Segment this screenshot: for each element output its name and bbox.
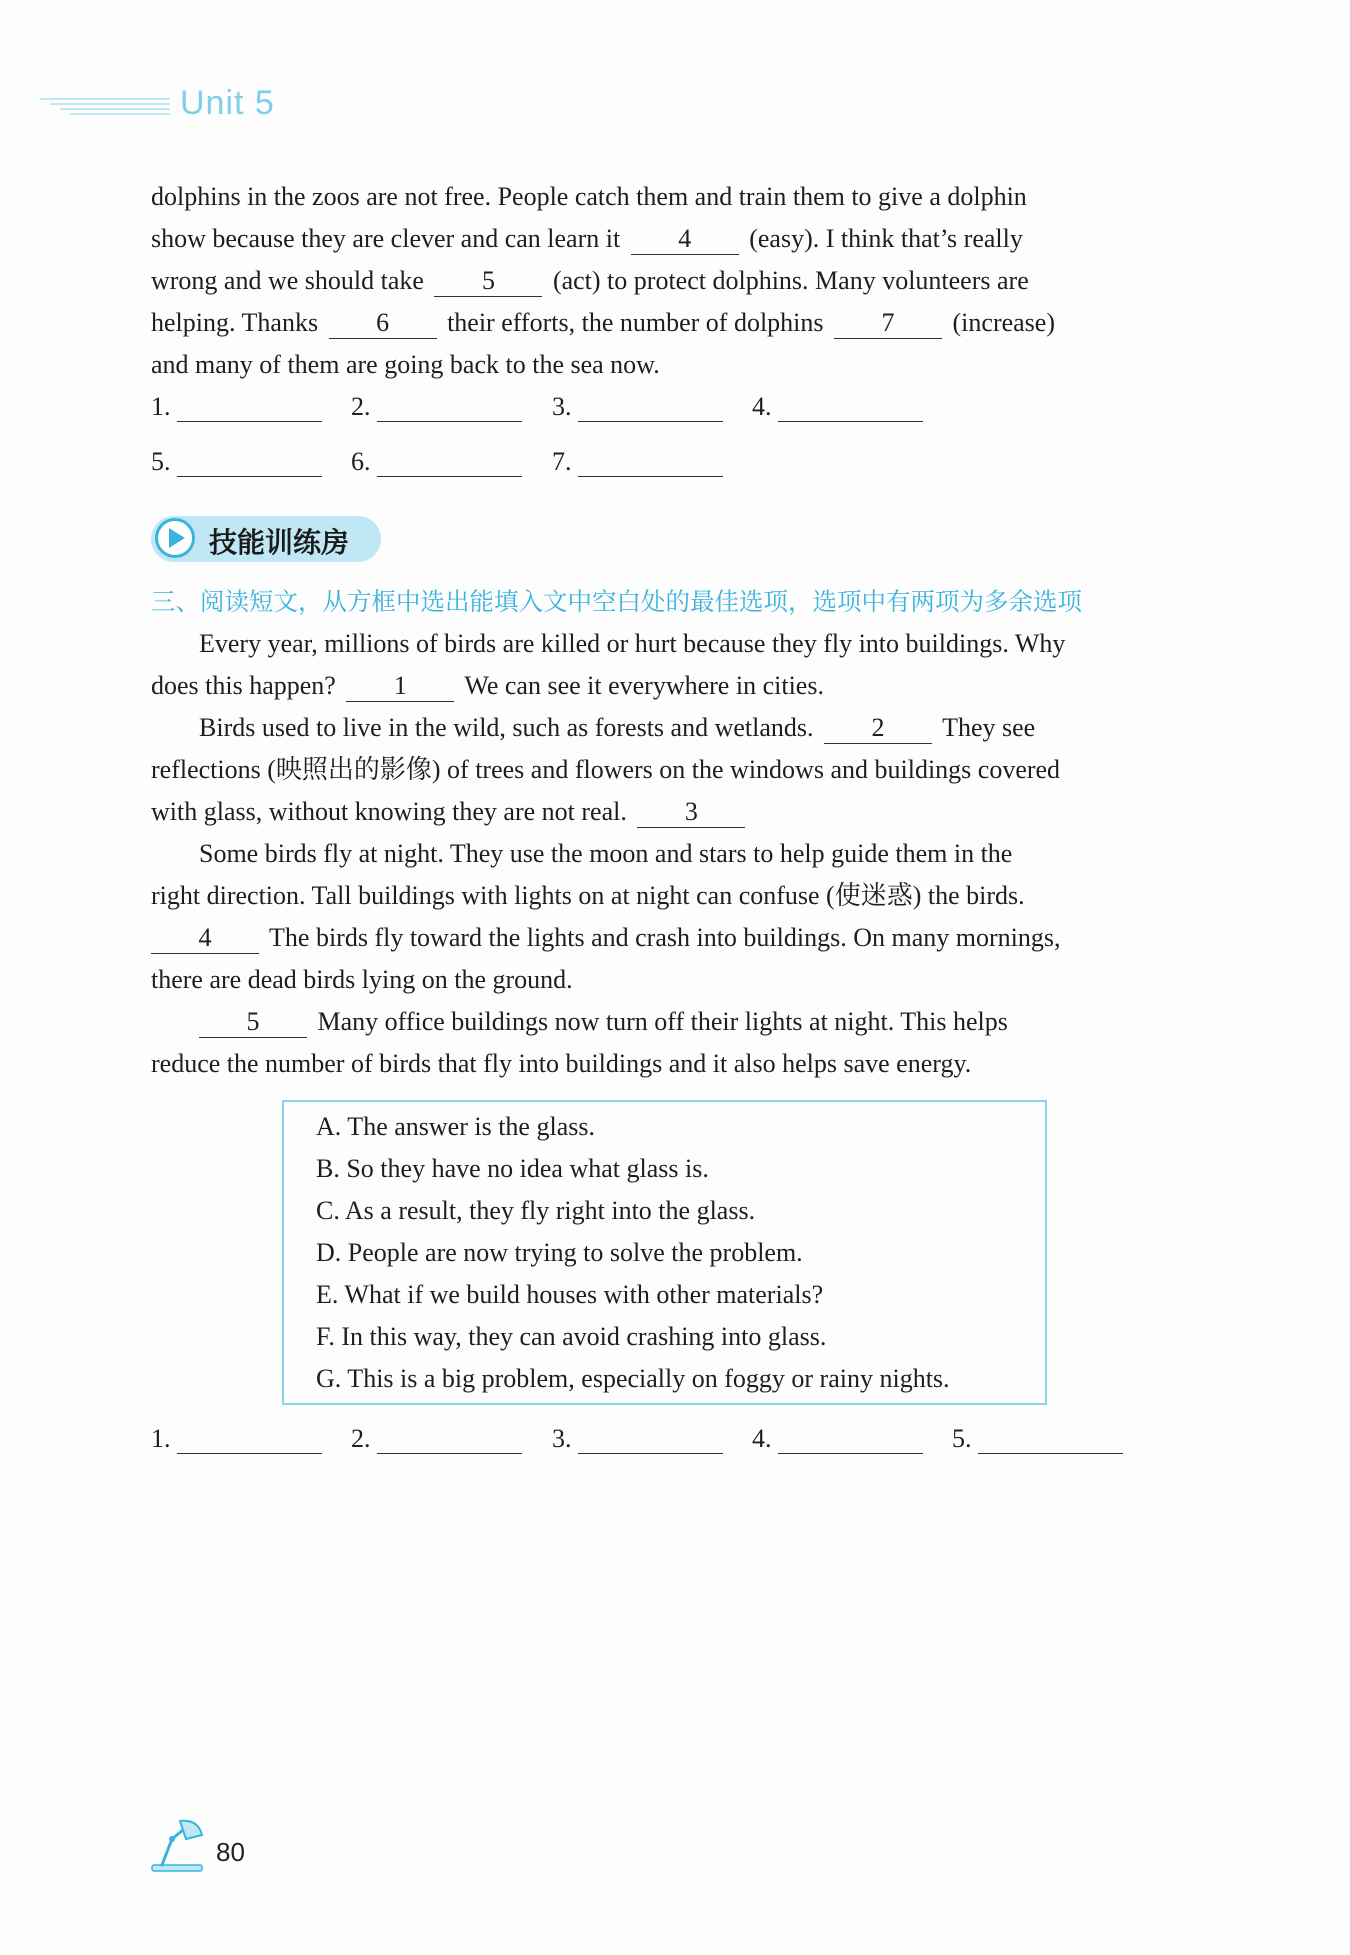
answer-item[interactable]: 5. (952, 1424, 1123, 1454)
section-title: 技能训练房 (209, 526, 350, 559)
passage-line: does this happen? 1 We can see it everywhere in cities. (151, 671, 824, 700)
options-box (282, 1100, 1047, 1405)
passage-line: there are dead birds lying on the ground. (151, 965, 573, 994)
answer-item[interactable]: 2. (351, 1424, 522, 1454)
passage-line: and many of them are going back to the sea now. (151, 350, 660, 379)
passage-line: with glass, without knowing they are not real. 3 (151, 795, 749, 829)
passage-line: reflections (映照出的影像) of trees and flowers on the windows and buildings covered (151, 755, 1061, 784)
section-badge (151, 512, 386, 566)
blank-7: 7 (834, 308, 942, 339)
unit-title: Unit 5 (180, 84, 275, 122)
page-number: 80 (216, 1837, 245, 1867)
answer-row-1 (151, 392, 1181, 432)
answer-item[interactable]: 2. (351, 392, 522, 422)
blank-6: 6 (329, 308, 437, 339)
page-footer (150, 1815, 350, 1875)
answer-row-3 (151, 1424, 1181, 1464)
passage-line: wrong and we should take 5 (act) to protect dolphins. Many volunteers are (151, 266, 1029, 295)
passage-line: Every year, millions of birds are killed or hurt because they fly into buildings. Why (199, 629, 1066, 658)
blank-1: 1 (346, 671, 454, 702)
blank-4: 4 (151, 923, 259, 954)
answer-item[interactable]: 4. (752, 392, 923, 422)
unit-header (30, 80, 430, 130)
blank-2: 2 (824, 713, 932, 744)
answer-item[interactable]: 7. (552, 447, 723, 477)
answer-item[interactable]: 1. (151, 392, 322, 422)
header-stripes-icon (40, 96, 170, 118)
passage-line: helping. Thanks 6 their efforts, the number of dolphins 7 (increase) (151, 308, 1055, 337)
answer-item[interactable]: 1. (151, 1424, 322, 1454)
option-g: G. This is a big problem, especially on foggy or rainy nights. (316, 1364, 950, 1393)
blank-5: 5 (199, 1007, 307, 1038)
answer-item[interactable]: 4. (752, 1424, 923, 1454)
passage-line: Birds used to live in the wild, such as forests and wetlands. 2 They see (199, 713, 1036, 742)
answer-item[interactable]: 5. (151, 447, 322, 477)
blank-4: 4 (631, 224, 739, 255)
option-e: E. What if we build houses with other materials? (316, 1280, 824, 1309)
passage-line: reduce the number of birds that fly into buildings and it also helps save energy. (151, 1049, 972, 1078)
option-d: D. People are now trying to solve the problem. (316, 1238, 803, 1267)
option-f: F. In this way, they can avoid crashing into glass. (316, 1322, 827, 1351)
blank-5: 5 (434, 266, 542, 297)
passage-line: right direction. Tall buildings with lights on at night can confuse (使迷惑) the birds. (151, 881, 1025, 910)
answer-row-2 (151, 447, 1181, 487)
passage-line: 5 Many office buildings now turn off their lights at night. This helps (199, 1005, 1008, 1039)
option-a: A. The answer is the glass. (316, 1112, 595, 1141)
lamp-icon (150, 1815, 210, 1875)
exercise-instruction: 三、阅读短文，从方框中选出能填入文中空白处的最佳选项，选项中有两项为多余选项 (151, 587, 1082, 616)
passage-line: 4 The birds fly toward the lights and crash into buildings. On many mornings, (151, 921, 1060, 955)
answer-item[interactable]: 6. (351, 447, 522, 477)
passage-line: Some birds fly at night. They use the moon and stars to help guide them in the (199, 839, 1013, 868)
option-c: C. As a result, they fly right into the glass. (316, 1196, 756, 1225)
answer-item[interactable]: 3. (552, 1424, 723, 1454)
passage-line: show because they are clever and can learn it 4 (easy). I think that’s really (151, 224, 1023, 253)
answer-item[interactable]: 3. (552, 392, 723, 422)
passage-line: dolphins in the zoos are not free. People catch them and train them to give a dolphin (151, 182, 1027, 211)
option-b: B. So they have no idea what glass is. (316, 1154, 709, 1183)
blank-3: 3 (637, 797, 745, 828)
